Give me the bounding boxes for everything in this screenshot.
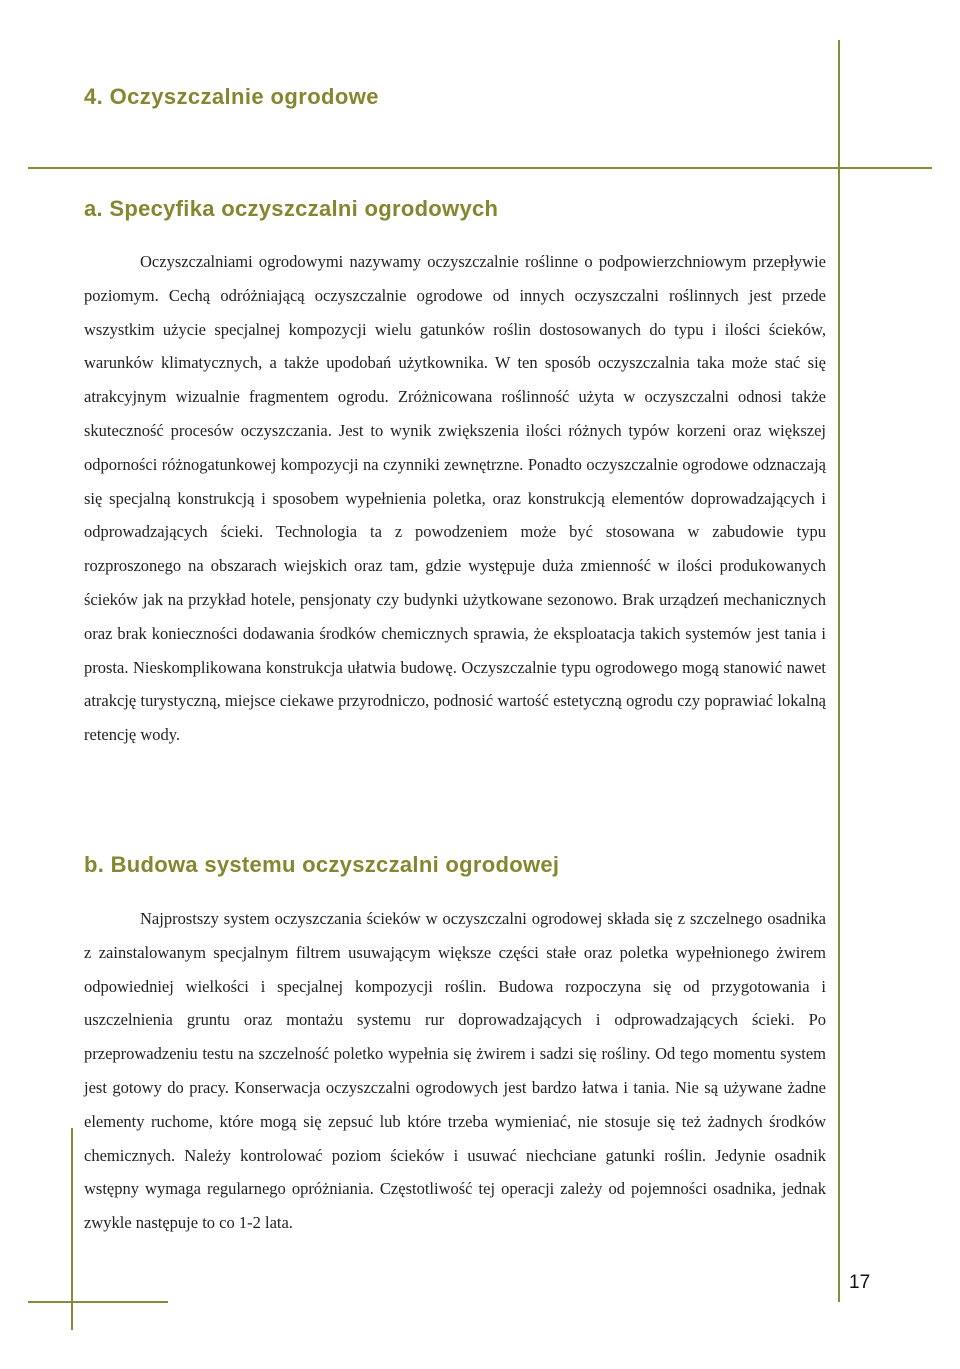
section-title: 4. Oczyszczalnie ogrodowe	[84, 84, 379, 109]
margin-rule-horizontal-top	[28, 167, 932, 169]
subsection-b-title: b. Budowa systemu oczyszczalni ogrodowej	[84, 852, 560, 877]
margin-rule-vertical-right	[838, 40, 840, 1302]
subsection-a-paragraph: Oczyszczalniami ogrodowymi nazywamy oczyszczalnie roślinne o podpowierzchniowym przepływie poziomym. Cechą odróżniającą oczyszczalnie ogrodowe od innych oczyszczalni roślinnych jest przede wszystkim użycie specjalnej kompozycji wielu gatunków roślin dostosowanych do typu i ilości ścieków, warunków klimatycznych, a także upodobań użytkownika. W ten sposób oczyszczalnia taka może stać się atrakcyjnym wizualnie fragmentem ogrodu. Zróżnicowana roślinność użyta w oczyszczalni odnosi także skuteczność procesów oczyszczania. Jest to wynik zwiększenia ilości różnych typów korzeni oraz większej odporności różnogatunkowej kompozycji na czynniki zewnętrzne. Ponadto oczyszczalnie ogrodowe odznaczają się specjalną konstrukcją i sposobem wypełnienia poletka, oraz konstrukcją elementów doprowadzających i odprowadzających ścieki. Technologia ta z powodzeniem może być stosowana w zabudowie typu rozproszonego na obszarach wiejskich oraz tam, gdzie występuje duża zmienność w ilości produkowanych ścieków jak na przykład hotele, pensjonaty czy budynki użytkowane sezonowo. Brak urządzeń mechanicznych oraz brak konieczności dodawania środków chemicznych sprawia, że eksploatacja takich systemów jest tania i prosta. Nieskomplikowana konstrukcja ułatwia budowę. Oczyszczalnie typu ogrodowego mogą stanowić nawet atrakcję turystyczną, miejsce ciekawe przyrodniczo, podnosić wartość estetyczną ogrodu czy poprawiać lokalną retencję wody.	[84, 252, 826, 745]
margin-rule-vertical-left	[71, 1128, 73, 1330]
page-number: 17	[849, 1272, 871, 1293]
subsection-b-paragraph: Najprostszy system oczyszczania ścieków w oczyszczalni ogrodowej składa się z szczelnego osadnika z zainstalowanym specjalnym filtrem usuwającym większe części stałe oraz poletka wypełnionego żwirem odpowiedniej wielkości i specjalnej kompozycji roślin. Budowa rozpoczyna się od przygotowania i uszczelnienia gruntu oraz montażu systemu rur doprowadzających i odprowadzających ścieki. Po przeprowadzeniu testu na szczelność poletko wypełnia się żwirem i sadzi się rośliny. Od tego momentu system jest gotowy do pracy. Konserwacja oczyszczalni ogrodowych jest bardzo łatwa i tania. Nie są używane żadne elementy ruchome, które mogą się zepsuć lub które trzeba wymieniać, nie stosuje się też żadnych środków chemicznych. Należy kontrolować poziom ścieków i usuwać niechciane gatunki roślin. Jedynie osadnik wstępny wymaga regularnego opróżniania. Częstotliwość tej operacji zależy od pojemności osadnika, jednak zwykle następuje to co 1-2 lata.	[84, 909, 826, 1233]
subsection-a-title: a. Specyfika oczyszczalni ogrodowych	[84, 196, 499, 221]
margin-rule-horizontal-bottom	[28, 1301, 168, 1303]
